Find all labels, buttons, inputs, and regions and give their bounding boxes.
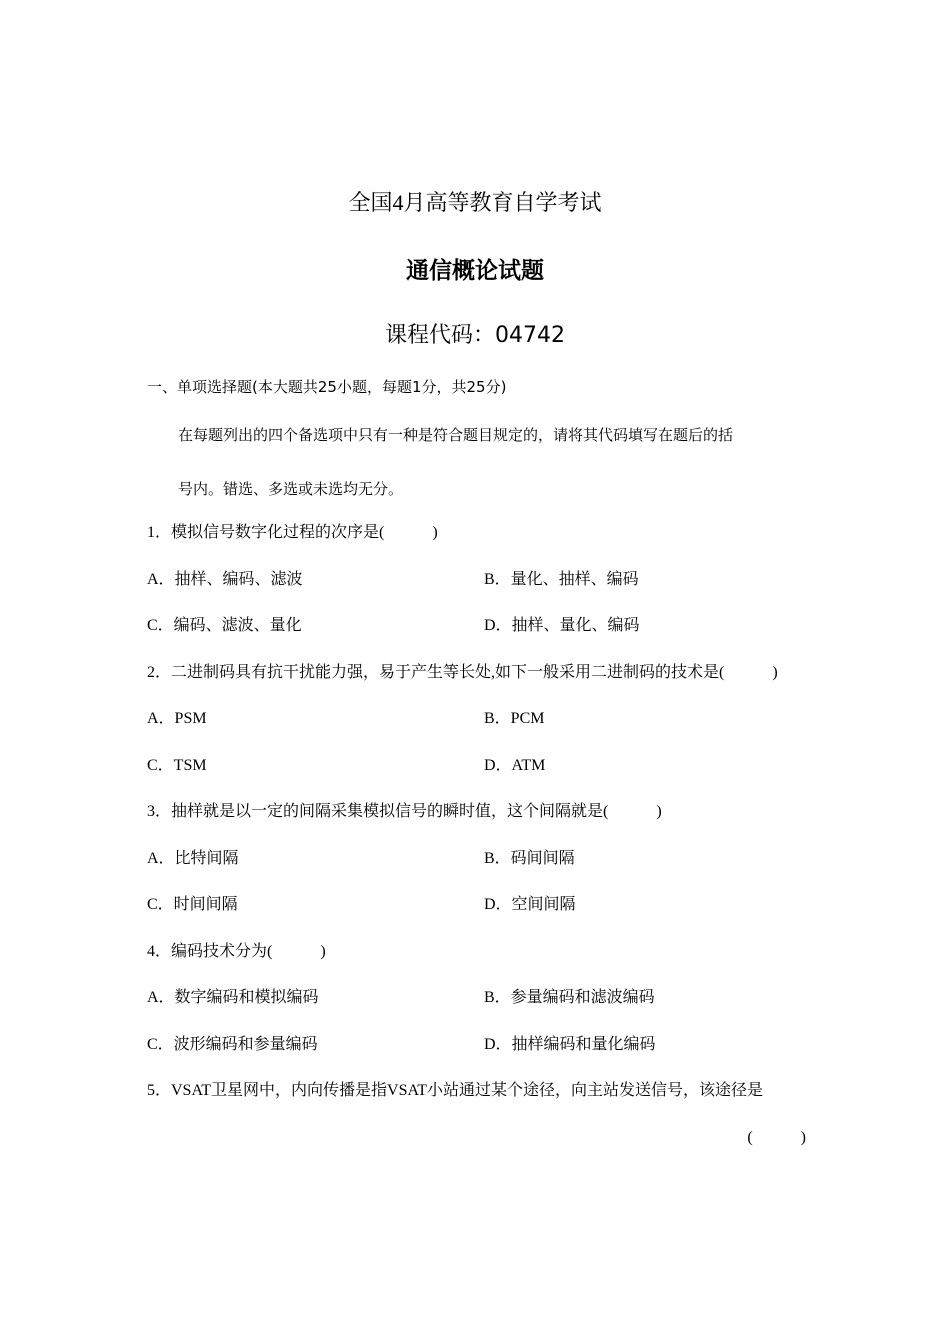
- question-2-option-c: C．TSM: [147, 757, 207, 774]
- question-5-stem: 5．VSAT卫星网中，内向传播是指VSAT小站通过某个途径，向主站发送信号，该途径是: [147, 1082, 764, 1099]
- question-3-stem: 3．抽样就是以一定的间隔采集模拟信号的瞬时值，这个间隔就是( ): [147, 803, 662, 820]
- question-2-option-a: A．PSM: [147, 710, 207, 727]
- instruction-line-1: 在每题列出的四个备选项中只有一种是符合题目规定的，请将其代码填写在题后的括: [178, 426, 734, 444]
- question-3-option-b: B．码间间隔: [484, 850, 575, 867]
- question-1-option-b: B．量化、抽样、编码: [484, 571, 639, 588]
- question-5-answer-paren: ( ): [747, 1129, 806, 1146]
- question-1-stem: 1．模拟信号数字化过程的次序是( ): [147, 524, 438, 541]
- section-heading: 一、单项选择题(本大题共25小题，每题1分，共25分): [147, 378, 507, 396]
- subject-title: 通信概论试题: [406, 258, 544, 284]
- question-1-option-c: C．编码、滤波、量化: [147, 617, 302, 634]
- question-4-option-c: C．波形编码和参量编码: [147, 1036, 318, 1053]
- course-code: 课程代码：04742: [385, 323, 565, 348]
- question-4-option-a: A．数字编码和模拟编码: [147, 989, 319, 1006]
- question-4-option-d: D．抽样编码和量化编码: [484, 1036, 656, 1053]
- question-2-option-d: D．ATM: [484, 757, 546, 774]
- question-3-option-d: D．空间间隔: [484, 896, 576, 913]
- exam-title: 全国4月高等教育自学考试: [348, 190, 602, 215]
- question-1-option-d: D．抽样、量化、编码: [484, 617, 640, 634]
- question-3-option-c: C．时间间隔: [147, 896, 238, 913]
- question-1-option-a: A．抽样、编码、滤波: [147, 571, 303, 588]
- question-2-stem: 2．二进制码具有抗干扰能力强，易于产生等长处,如下一般采用二进制码的技术是( ): [147, 664, 778, 681]
- question-4-stem: 4．编码技术分为( ): [147, 943, 326, 960]
- question-3-option-a: A．比特间隔: [147, 850, 239, 867]
- instruction-line-2: 号内。错选、多选或未选均无分。: [178, 480, 404, 498]
- question-2-option-b: B．PCM: [484, 710, 545, 727]
- question-4-option-b: B．参量编码和滤波编码: [484, 989, 655, 1006]
